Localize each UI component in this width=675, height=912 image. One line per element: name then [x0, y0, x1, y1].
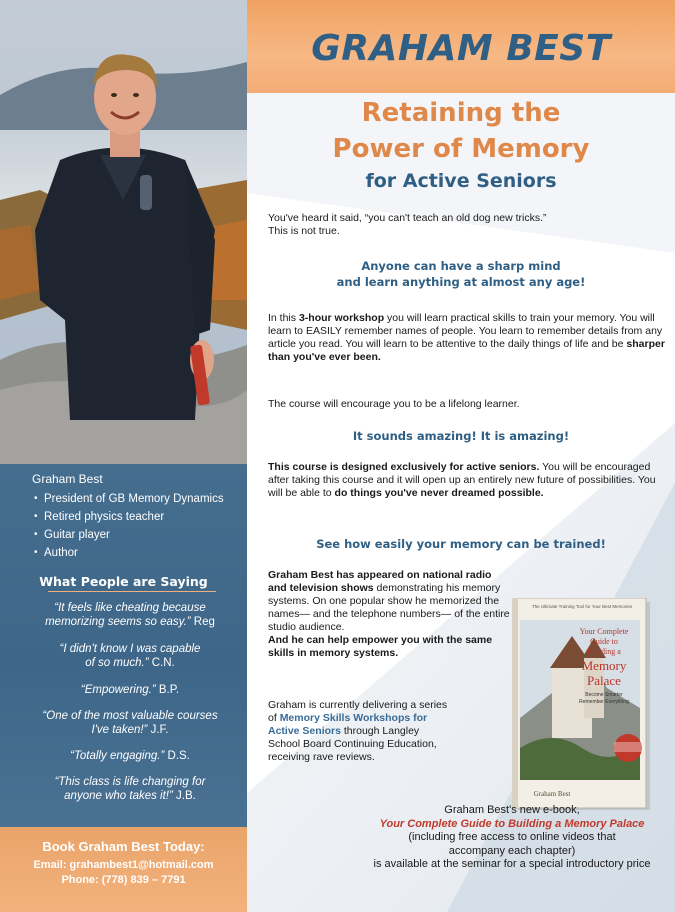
book-cover-art [512, 598, 654, 814]
testimonial-line: memorizing seems so easy.” [45, 616, 191, 628]
testimonial-line: “Empowering.” [80, 684, 156, 696]
text: demonstrating his memory systems. On one popular show he memorized the names— and the telephone numbers— of the entire studio audience. [268, 582, 510, 633]
book-cover [512, 598, 654, 814]
testimonial-author: J.F. [147, 724, 169, 736]
text-bold: sharper than you've ever been. [268, 338, 665, 363]
ebook-line: is available at the seminar for a special introductory price [373, 858, 651, 870]
cover-title: Building a [587, 647, 621, 656]
testimonial-line: “One of the most valuable courses [42, 710, 218, 722]
highlight-line: Anyone can have a sharp mind [361, 259, 561, 273]
cover-tagline: Remember Everything [579, 699, 629, 705]
portrait-photo [0, 0, 247, 464]
booking-title: Book Graham Best Today: [42, 839, 205, 854]
text: You will be encouraged after taking this course and it will open up an entirely new future of possibilities. You will be able to [268, 461, 656, 499]
text: Graham is currently delivering a series of [268, 699, 448, 724]
testimonials-divider [48, 591, 216, 592]
testimonial-author: D.S. [164, 750, 190, 762]
bio-item: • President of GB Memory Dynamics [34, 490, 224, 508]
portrait-illustration [0, 0, 247, 464]
highlight-heading: It sounds amazing! It is amazing! [352, 429, 570, 443]
testimonial-line: I've taken!” [91, 724, 148, 736]
testimonial [20, 642, 240, 670]
cover-title: Guide to [590, 637, 618, 646]
ebook-title[interactable]: Your Complete Guide to Building a Memory Palace [379, 817, 645, 830]
header-banner [247, 0, 675, 93]
testimonial-line: “I didn't know I was capable [59, 643, 201, 655]
ebook-line: (including free access to online videos that [408, 831, 616, 843]
bio-item: • Author [34, 544, 224, 562]
cover-title: Your Complete [579, 627, 629, 636]
text-bold: This course is designed exclusively for active seniors. [268, 461, 540, 473]
intro-line: You've heard it said, “you can't teach an old dog new tricks.” [268, 212, 547, 224]
testimonial-author: J.B. [172, 790, 196, 802]
testimonial-line: “This class is life changing for [54, 776, 206, 788]
text-bold: Graham Best has appeared on national radio and television shows [268, 569, 492, 594]
testimonial-author: B.P. [155, 684, 180, 696]
cover-author: Graham Best [533, 790, 571, 798]
highlight-line: and learn anything at almost any age! [336, 275, 586, 289]
testimonial-line: anyone who takes it!” [64, 790, 173, 802]
testimonial-line: “Totally engaging.” [70, 750, 165, 762]
testimonials-title: What People are Saying [39, 574, 208, 589]
cover-title: Palace [587, 673, 621, 688]
subtitle-line: Retaining the [361, 98, 561, 128]
testimonial-author: Reg [190, 616, 215, 628]
bio-name: Graham Best [32, 472, 103, 486]
workshop-link[interactable]: Memory Skills Workshops for Active Seniors [268, 712, 428, 737]
subtitle-line: Power of Memory [332, 134, 590, 164]
ebook-line: accompany each chapter) [448, 844, 576, 857]
page-title: GRAHAM BEST [311, 28, 611, 69]
text: you will learn practical skills to train your memory. You will learn to EASILY remember names of people. You learn to remember details from any article you read. You will learn to be attentive to the daily things of life and be [268, 312, 663, 350]
highlight-heading: See how easily your memory can be trained! [316, 537, 606, 551]
cover-tagline: Become Smarter [585, 692, 623, 698]
testimonial [20, 683, 240, 697]
cover-title: Memory [581, 658, 627, 673]
ebook-description [347, 804, 675, 872]
paragraph-workshops [268, 699, 450, 764]
bio-list [34, 490, 224, 562]
ebook-line: Graham Best's new e-book, [444, 804, 580, 816]
testimonial [20, 709, 240, 737]
booking-email[interactable]: Email: grahambest1@hotmail.com [33, 859, 214, 871]
testimonial-line: of so much.” [85, 657, 149, 669]
booking-panel [0, 827, 247, 912]
text-bold: do things you've never dreamed possible. [334, 487, 544, 499]
testimonial-author: C.N. [148, 657, 175, 669]
bio-item: • Guitar player [34, 526, 224, 544]
paragraph-workshop [268, 312, 668, 364]
intro-text [268, 212, 668, 238]
bio-panel [0, 464, 247, 827]
paragraph-seniors [268, 461, 668, 500]
intro-line: This is not true. [268, 225, 340, 237]
testimonial-line: “It feels like cheating because [54, 602, 206, 614]
testimonial [20, 601, 240, 629]
bio-item: • Retired physics teacher [34, 508, 224, 526]
text: through Langley School Board Continuing Education, receiving rave reviews. [268, 725, 437, 763]
text-bold: 3-hour workshop [298, 312, 385, 324]
text: In this [268, 312, 299, 324]
text-bold: And he can help empower you with the same skills in memory systems. [268, 634, 493, 659]
testimonial [20, 749, 240, 763]
testimonial [20, 775, 240, 803]
highlight-heading [247, 258, 675, 290]
cover-top-text: The Ultimate Training Tool for Your Best Memories [531, 604, 633, 609]
subtitle-tagline: for Active Seniors [365, 170, 557, 192]
paragraph-media [268, 569, 513, 660]
paragraph-lifelong: The course will encourage you to be a lifelong learner. [268, 398, 520, 410]
booking-phone[interactable]: Phone: (778) 839 – 7791 [61, 874, 186, 886]
